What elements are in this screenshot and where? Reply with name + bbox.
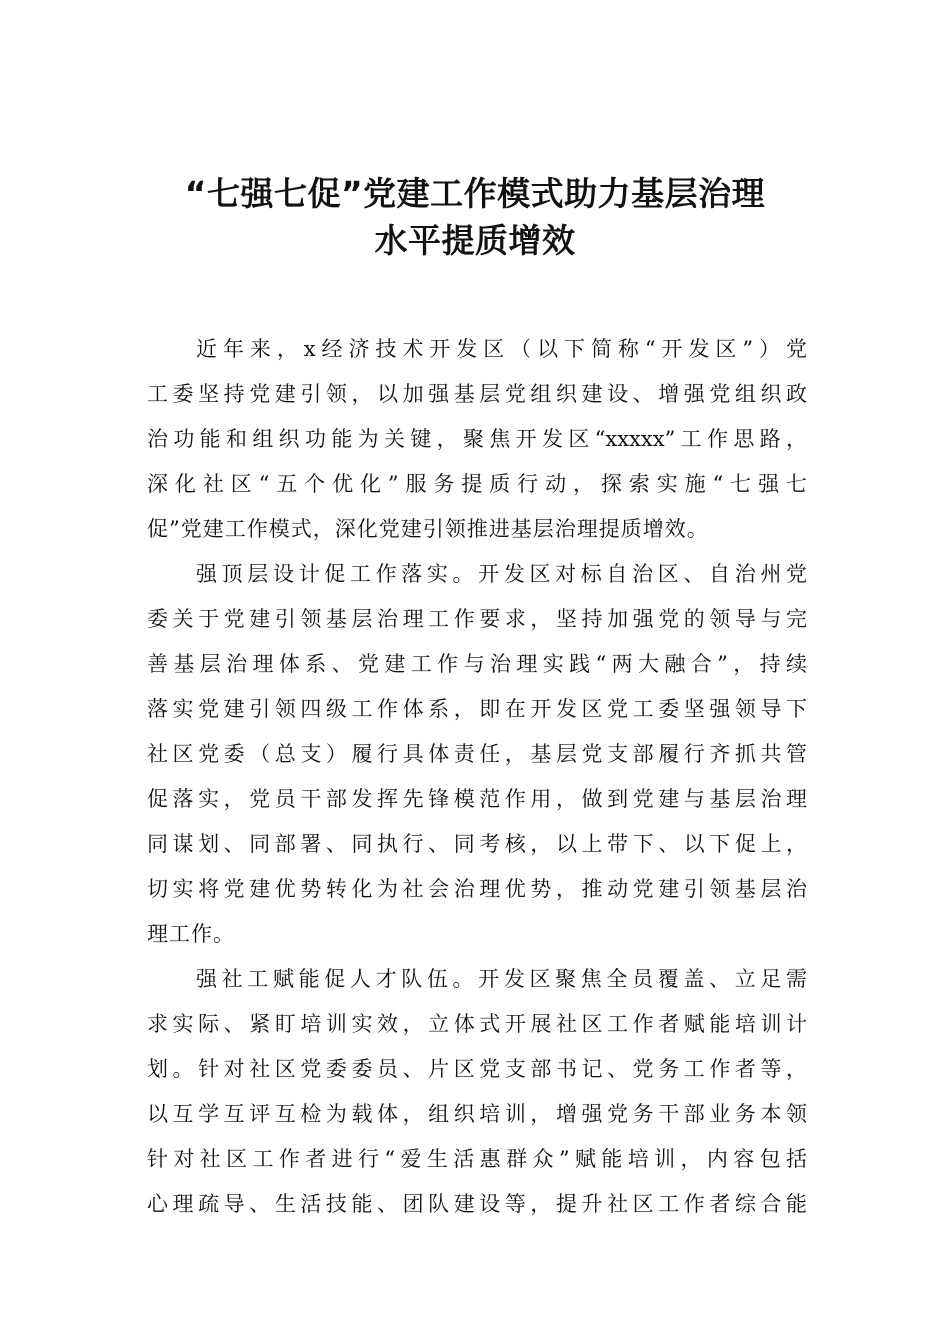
text-line: 针对社区工作者进行“爱生活惠群众”赋能培训，内容包括 <box>147 1147 807 1171</box>
text-line: 治功能和组织功能为关键，聚焦开发区“xxxxx”工作思路， <box>147 427 807 451</box>
title-line: 水平提质增效 <box>374 221 576 260</box>
text-line: 善基层治理体系、党建工作与治理实践“两大融合”，持续 <box>147 652 807 676</box>
text-line: 社区党委（总支）履行具体责任，基层党支部履行齐抓共管 <box>147 742 807 766</box>
text-line: 以互学互评互检为载体，组织培训，增强党务干部业务本领 <box>147 1102 807 1126</box>
text-line: 落实党建引领四级工作体系，即在开发区党工委坚强领导下 <box>147 697 807 721</box>
text-line: 工委坚持党建引领，以加强基层党组织建设、增强党组织政 <box>147 382 807 406</box>
text-line: 同谋划、同部署、同执行、同考核，以上带下、以下促上， <box>147 832 807 856</box>
title-line: “七强七促”党建工作模式助力基层治理 <box>184 174 766 213</box>
text-line: 理工作。 <box>147 922 235 946</box>
text-line: 近年来，x经济技术开发区（以下简称“开发区”）党 <box>196 337 807 361</box>
document-title <box>100 170 850 264</box>
text-line: 求实际、紧盯培训实效，立体式开展社区工作者赋能培训计 <box>147 1012 807 1036</box>
text-line: 深化社区“五个优化”服务提质行动，探索实施“七强七 <box>147 472 807 496</box>
text-line: 促”党建工作模式，深化党建引领推进基层治理提质增效。 <box>147 517 709 541</box>
text-line: 强社工赋能促人才队伍。开发区聚焦全员覆盖、立足需 <box>196 967 807 991</box>
text-line: 心理疏导、生活技能、团队建设等，提升社区工作者综合能 <box>147 1192 807 1216</box>
text-line: 切实将党建优势转化为社会治理优势，推动党建引领基层治 <box>147 877 807 901</box>
text-line: 强顶层设计促工作落实。开发区对标自治区、自治州党 <box>196 562 807 586</box>
text-line: 委关于党建引领基层治理工作要求，坚持加强党的领导与完 <box>147 607 807 631</box>
text-line: 划。针对社区党委委员、片区党支部书记、党务工作者等， <box>147 1057 807 1081</box>
text-line: 促落实，党员干部发挥先锋模范作用，做到党建与基层治理 <box>147 787 807 811</box>
